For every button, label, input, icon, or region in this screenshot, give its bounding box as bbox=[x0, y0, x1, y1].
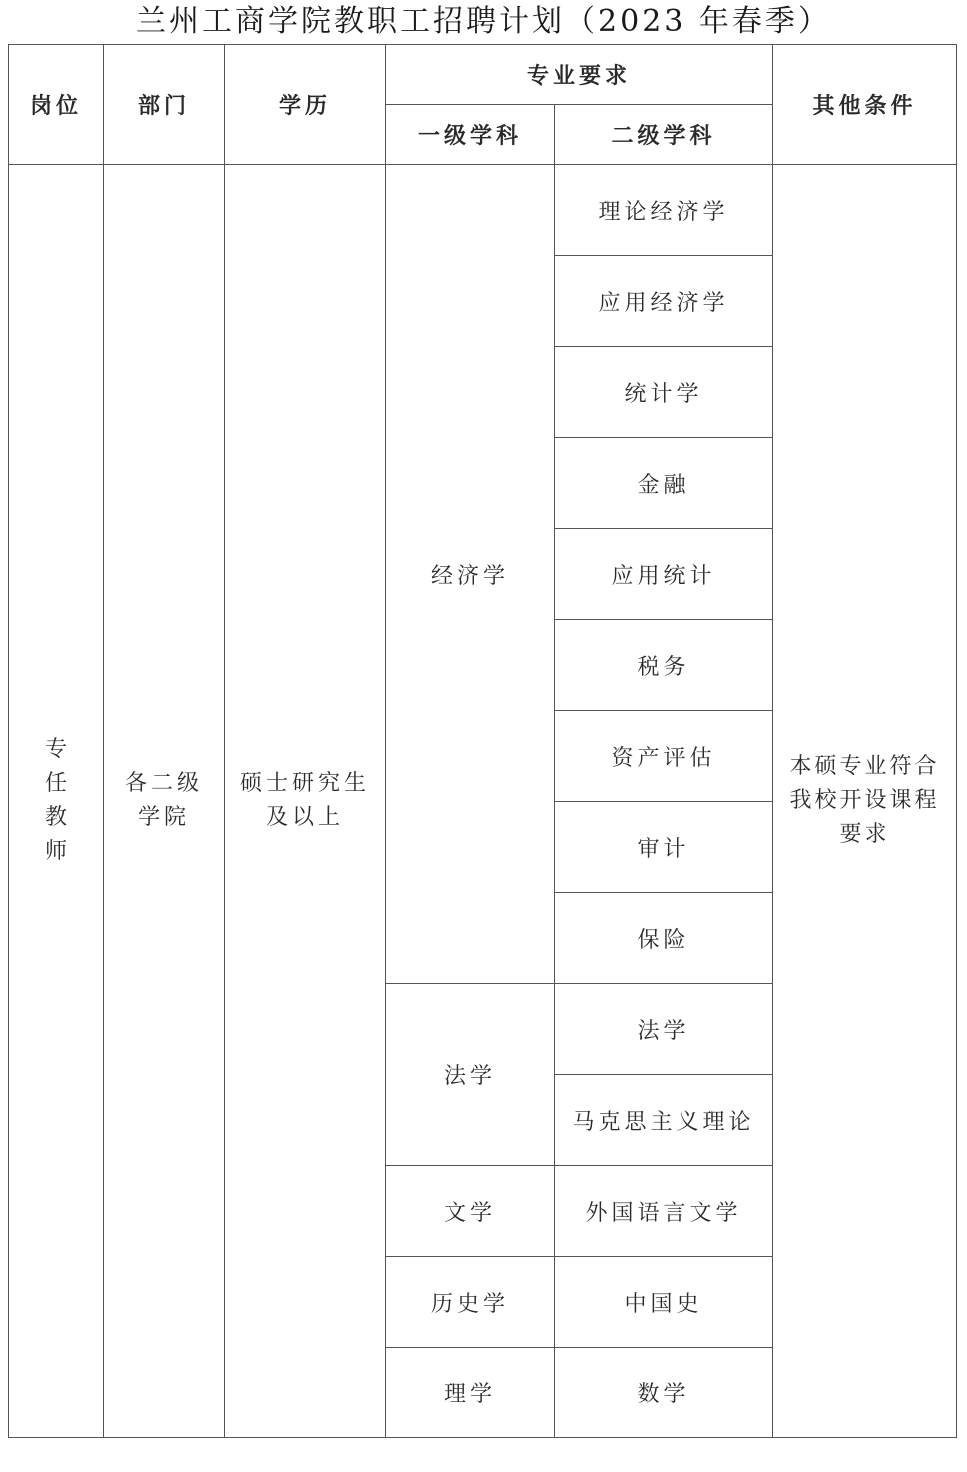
second-level-item: 法学 bbox=[555, 984, 773, 1075]
second-level-item: 外国语言文学 bbox=[555, 1166, 773, 1257]
header-major-requirement: 专业要求 bbox=[386, 45, 773, 105]
second-level-item: 应用经济学 bbox=[555, 256, 773, 347]
education-line-1: 硕士研究生 bbox=[239, 771, 370, 796]
second-level-item: 保险 bbox=[555, 893, 773, 984]
first-level-literature: 文学 bbox=[386, 1166, 555, 1257]
header-education: 学历 bbox=[225, 45, 386, 165]
first-level-history: 历史学 bbox=[386, 1257, 555, 1348]
department-line-1: 各二级 bbox=[124, 771, 203, 796]
recruitment-plan-table bbox=[8, 44, 957, 1438]
position-cell bbox=[9, 165, 104, 1438]
second-level-item: 马克思主义理论 bbox=[555, 1075, 773, 1166]
first-level-law: 法学 bbox=[386, 984, 555, 1166]
table-row bbox=[9, 165, 957, 256]
second-level-item: 理论经济学 bbox=[555, 165, 773, 256]
second-level-item: 资产评估 bbox=[555, 711, 773, 802]
department-cell bbox=[104, 165, 225, 1438]
second-level-item: 统计学 bbox=[555, 347, 773, 438]
first-level-science: 理学 bbox=[386, 1348, 555, 1438]
education-cell bbox=[225, 165, 386, 1438]
first-level-economics: 经济学 bbox=[386, 165, 555, 984]
second-level-item: 数学 bbox=[555, 1348, 773, 1438]
other-conditions-value: 本硕专业符合我校开设课程要求 bbox=[789, 754, 940, 847]
education-line-2: 及以上 bbox=[265, 805, 344, 830]
other-conditions-cell bbox=[773, 165, 957, 1438]
second-level-item: 中国史 bbox=[555, 1257, 773, 1348]
header-first-level-discipline: 一级学科 bbox=[386, 105, 555, 165]
header-position: 岗位 bbox=[9, 45, 104, 165]
second-level-item: 税务 bbox=[555, 620, 773, 711]
position-value: 专任教师 bbox=[44, 737, 67, 864]
header-department: 部门 bbox=[104, 45, 225, 165]
department-line-2: 学院 bbox=[137, 805, 190, 830]
header-row bbox=[9, 45, 957, 105]
header-other-conditions: 其他条件 bbox=[773, 45, 957, 165]
second-level-item: 审计 bbox=[555, 802, 773, 893]
second-level-item: 金融 bbox=[555, 438, 773, 529]
second-level-item: 应用统计 bbox=[555, 529, 773, 620]
header-second-level-discipline: 二级学科 bbox=[555, 105, 773, 165]
page-title: 兰州工商学院教职工招聘计划（2023 年春季） bbox=[136, 4, 831, 39]
